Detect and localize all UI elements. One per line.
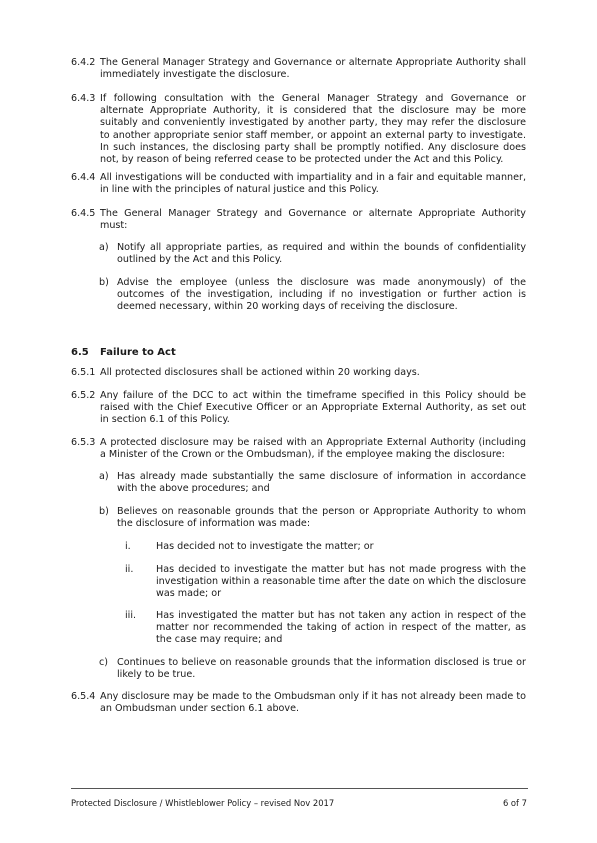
list-item-text: Notify all appropriate parties, as required and within the bounds of confidentiality outlined by the Act and this Policy.	[117, 242, 526, 266]
paragraph-number: 6.4.3	[71, 93, 96, 104]
section-title: Failure to Act	[100, 347, 176, 358]
paragraph-6-5-4	[71, 691, 526, 715]
paragraph-number: 6.5.1	[71, 367, 96, 378]
list-item-text: Believes on reasonable grounds that the person or Appropriate Authority to whom the disclosure of information was made:	[117, 506, 526, 530]
list-item-6-4-5-b	[99, 277, 526, 314]
paragraph-text: The General Manager Strategy and Governance or alternate Appropriate Authority shall immediately investigate the disclosure.	[100, 57, 526, 81]
list-item-6-5-3-b-iii	[125, 610, 526, 647]
list-item-6-5-3-b-i	[125, 541, 526, 553]
list-marker: b)	[99, 277, 109, 288]
list-item-6-5-3-b-ii	[125, 564, 526, 601]
footer-divider	[71, 788, 528, 789]
list-marker: i.	[125, 541, 131, 552]
list-marker: b)	[99, 506, 109, 517]
paragraph-text: All investigations will be conducted with impartiality and in a fair and equitable manner, in line with the principles of natural justice and this Policy.	[100, 172, 526, 196]
paragraph-6-5-3	[71, 437, 526, 461]
list-item-text: Continues to believe on reasonable grounds that the information disclosed is true or likely to be true.	[117, 657, 526, 681]
list-marker: c)	[99, 657, 109, 668]
list-item-6-5-3-a	[99, 471, 526, 495]
paragraph-6-4-3	[71, 93, 526, 166]
list-marker: a)	[99, 471, 109, 482]
list-item-6-5-3-c	[99, 657, 526, 681]
paragraph-text: All protected disclosures shall be actioned within 20 working days.	[100, 367, 420, 378]
paragraph-text: Any disclosure may be made to the Ombudsman only if it has not already been made to an Ombudsman under section 6.1 above.	[100, 691, 526, 715]
paragraph-text: A protected disclosure may be raised with an Appropriate External Authority (including a Minister of the Crown or the Ombudsman), if the employee making the disclosure:	[100, 437, 526, 461]
paragraph-number: 6.5.3	[71, 437, 96, 448]
footer-page-number: 6 of 7	[502, 798, 527, 808]
paragraph-number: 6.5.4	[71, 691, 96, 702]
list-marker: ii.	[125, 564, 134, 575]
paragraph-text: The General Manager Strategy and Governance or alternate Appropriate Authority must:	[100, 208, 526, 232]
paragraph-number: 6.4.2	[71, 57, 96, 68]
paragraph-6-4-5	[71, 208, 526, 232]
paragraph-number: 6.5.2	[71, 390, 96, 401]
list-marker: iii.	[125, 610, 137, 621]
paragraph-number: 6.4.5	[71, 208, 96, 219]
paragraph-number: 6.4.4	[71, 172, 96, 183]
list-item-text: Advise the employee (unless the disclosure was made anonymously) of the outcomes of the investigation, including if no investigation or further action is deemed necessary, within 20 working days of receiving the disclosure.	[117, 277, 526, 313]
paragraph-6-4-2	[71, 57, 526, 81]
list-item-6-4-5-a	[99, 242, 526, 266]
paragraph-6-5-1	[71, 367, 526, 379]
paragraph-text: If following consultation with the General Manager Strategy and Governance or alternate Appropriate Authority, it is considered that the disclosure may be more suitably and conveniently investigated by another party, they may refer the disclosure to another appropriate senior staff member, or appoint an external party to investigate. In such instances, the disclosing party shall be promptly notified. Any disclosure does not, by reason of being referred cease to be protected under the Act and this Policy.	[100, 93, 526, 166]
list-item-6-5-3-b	[99, 506, 526, 530]
paragraph-6-5-2	[71, 390, 526, 427]
section-number: 6.5	[71, 347, 89, 358]
list-item-text: Has decided to investigate the matter but has not made progress with the investigation within a reasonable time after the date on which the disclosure was made; or	[156, 564, 526, 600]
paragraph-text: Any failure of the DCC to act within the timeframe specified in this Policy should be raised with the Chief Executive Officer or an Appropriate External Authority, as set out in section 6.1 of this Policy.	[100, 390, 526, 426]
section-heading	[71, 347, 176, 359]
paragraph-6-4-4	[71, 172, 526, 196]
list-item-text: Has investigated the matter but has not taken any action in respect of the matter nor recommended the taking of action in respect of the matter, as the case may require; and	[156, 610, 526, 646]
list-item-text: Has already made substantially the same disclosure of information in accordance with the above procedures; and	[117, 471, 526, 495]
list-marker: a)	[99, 242, 109, 253]
footer-document-title: Protected Disclosure / Whistleblower Policy – revised Nov 2017	[71, 798, 335, 808]
list-item-text: Has decided not to investigate the matter; or	[156, 541, 374, 552]
